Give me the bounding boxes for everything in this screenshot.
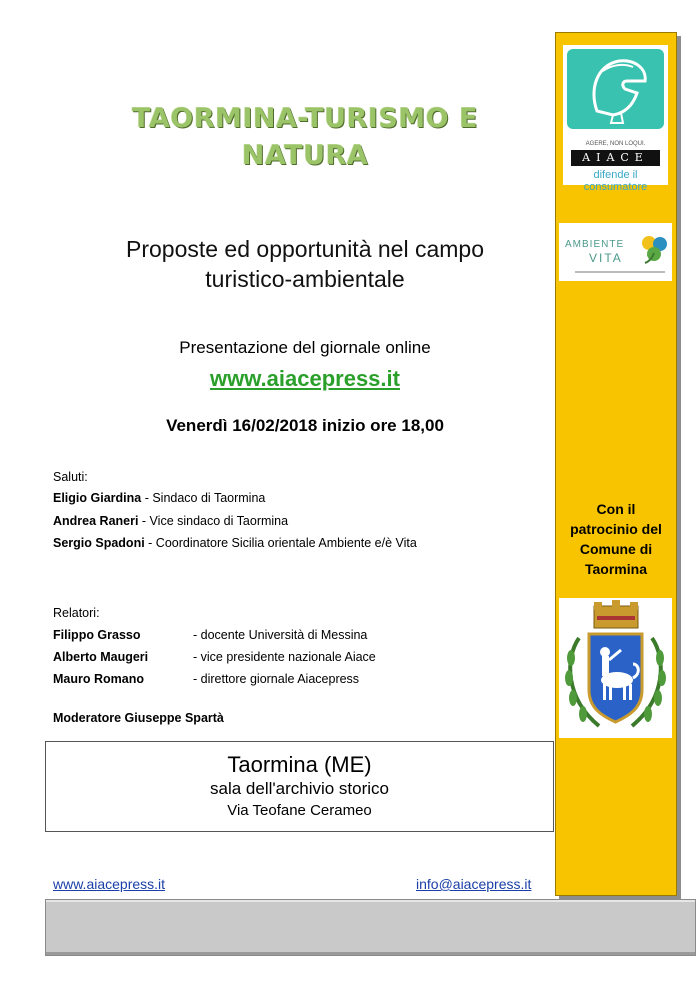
speaker-row [53,650,376,664]
patronage-line: Comune di [579,541,653,557]
person-role: - docente Università di Messina [193,628,368,642]
taormina-coat-of-arms-icon [559,598,672,738]
speaker-row [53,628,367,642]
footer-email-link[interactable]: info@aiacepress.it [416,876,532,892]
event-title [60,100,550,174]
footer-bar [45,899,696,956]
patronage-line: Con il [596,501,636,517]
speakers-label: Relatori: [53,606,100,620]
patronage-line: patrocinio del [570,521,662,537]
divider [575,271,665,273]
aiace-logo [563,45,668,193]
greeting-row [53,514,288,528]
person-name: Filippo Grasso [53,628,141,642]
greeting-row [53,491,265,505]
subtitle-line-2: turistico-ambientale [205,266,405,292]
presentation-text: Presentazione del giornale online [179,338,431,357]
greetings-label: Saluti: [53,470,88,484]
footer-website-link[interactable]: www.aiacepress.it [53,876,166,892]
person-role: - vice presidente nazionale Aiace [193,650,376,664]
aiace-tagline: difende il consumatore [583,169,648,193]
venue-street: Via Teofane Cerameo [227,802,372,819]
subtitle-line-1: Proposte ed opportunità nel campo [125,236,485,262]
event-subtitle [60,234,550,294]
ambiente-word: AMBIENTE [565,239,625,250]
person-name: Eligio Giardina [53,491,142,505]
person-name: Mauro Romano [53,672,144,686]
person-role: - direttore giornale Aiacepress [193,672,360,686]
aiace-motto: AGERE, NON LOQUI. [585,141,646,147]
person-role: - Coordinatore Sicilia orientale Ambiente e/è Vita [144,536,417,550]
person-name: Sergio Spadoni [53,536,145,550]
title-line-2: NATURA [241,140,369,171]
speaker-row [53,672,359,686]
event-date: Venerdì 16/02/2018 inizio ore 18,00 [166,416,444,435]
venue-city: Taormina (ME) [227,752,372,777]
person-name: Andrea Raneri [53,514,139,528]
website-headline-link[interactable]: www.aiacepress.it [210,366,400,391]
helmet-icon [567,49,664,129]
person-role: - Sindaco di Taormina [141,491,266,505]
aiace-name: AIACE [571,150,660,166]
ambiente-vita-logo [559,223,672,281]
vita-word: VITA [589,251,623,265]
venue-hall: sala dell'archivio storico [210,779,389,798]
person-name: Alberto Maugeri [53,650,149,664]
greeting-row [53,536,417,550]
moderator-text: Moderatore Giuseppe Spartà [53,711,224,725]
clover-icon [639,233,669,265]
sidebar-column [555,32,677,896]
person-role: - Vice sindaco di Taormina [138,514,289,528]
patronage-line: Taormina [585,561,647,577]
title-line-1: TAORMINA-TURISMO E [132,103,478,134]
patronage-text [556,499,676,579]
venue-box [45,741,554,832]
